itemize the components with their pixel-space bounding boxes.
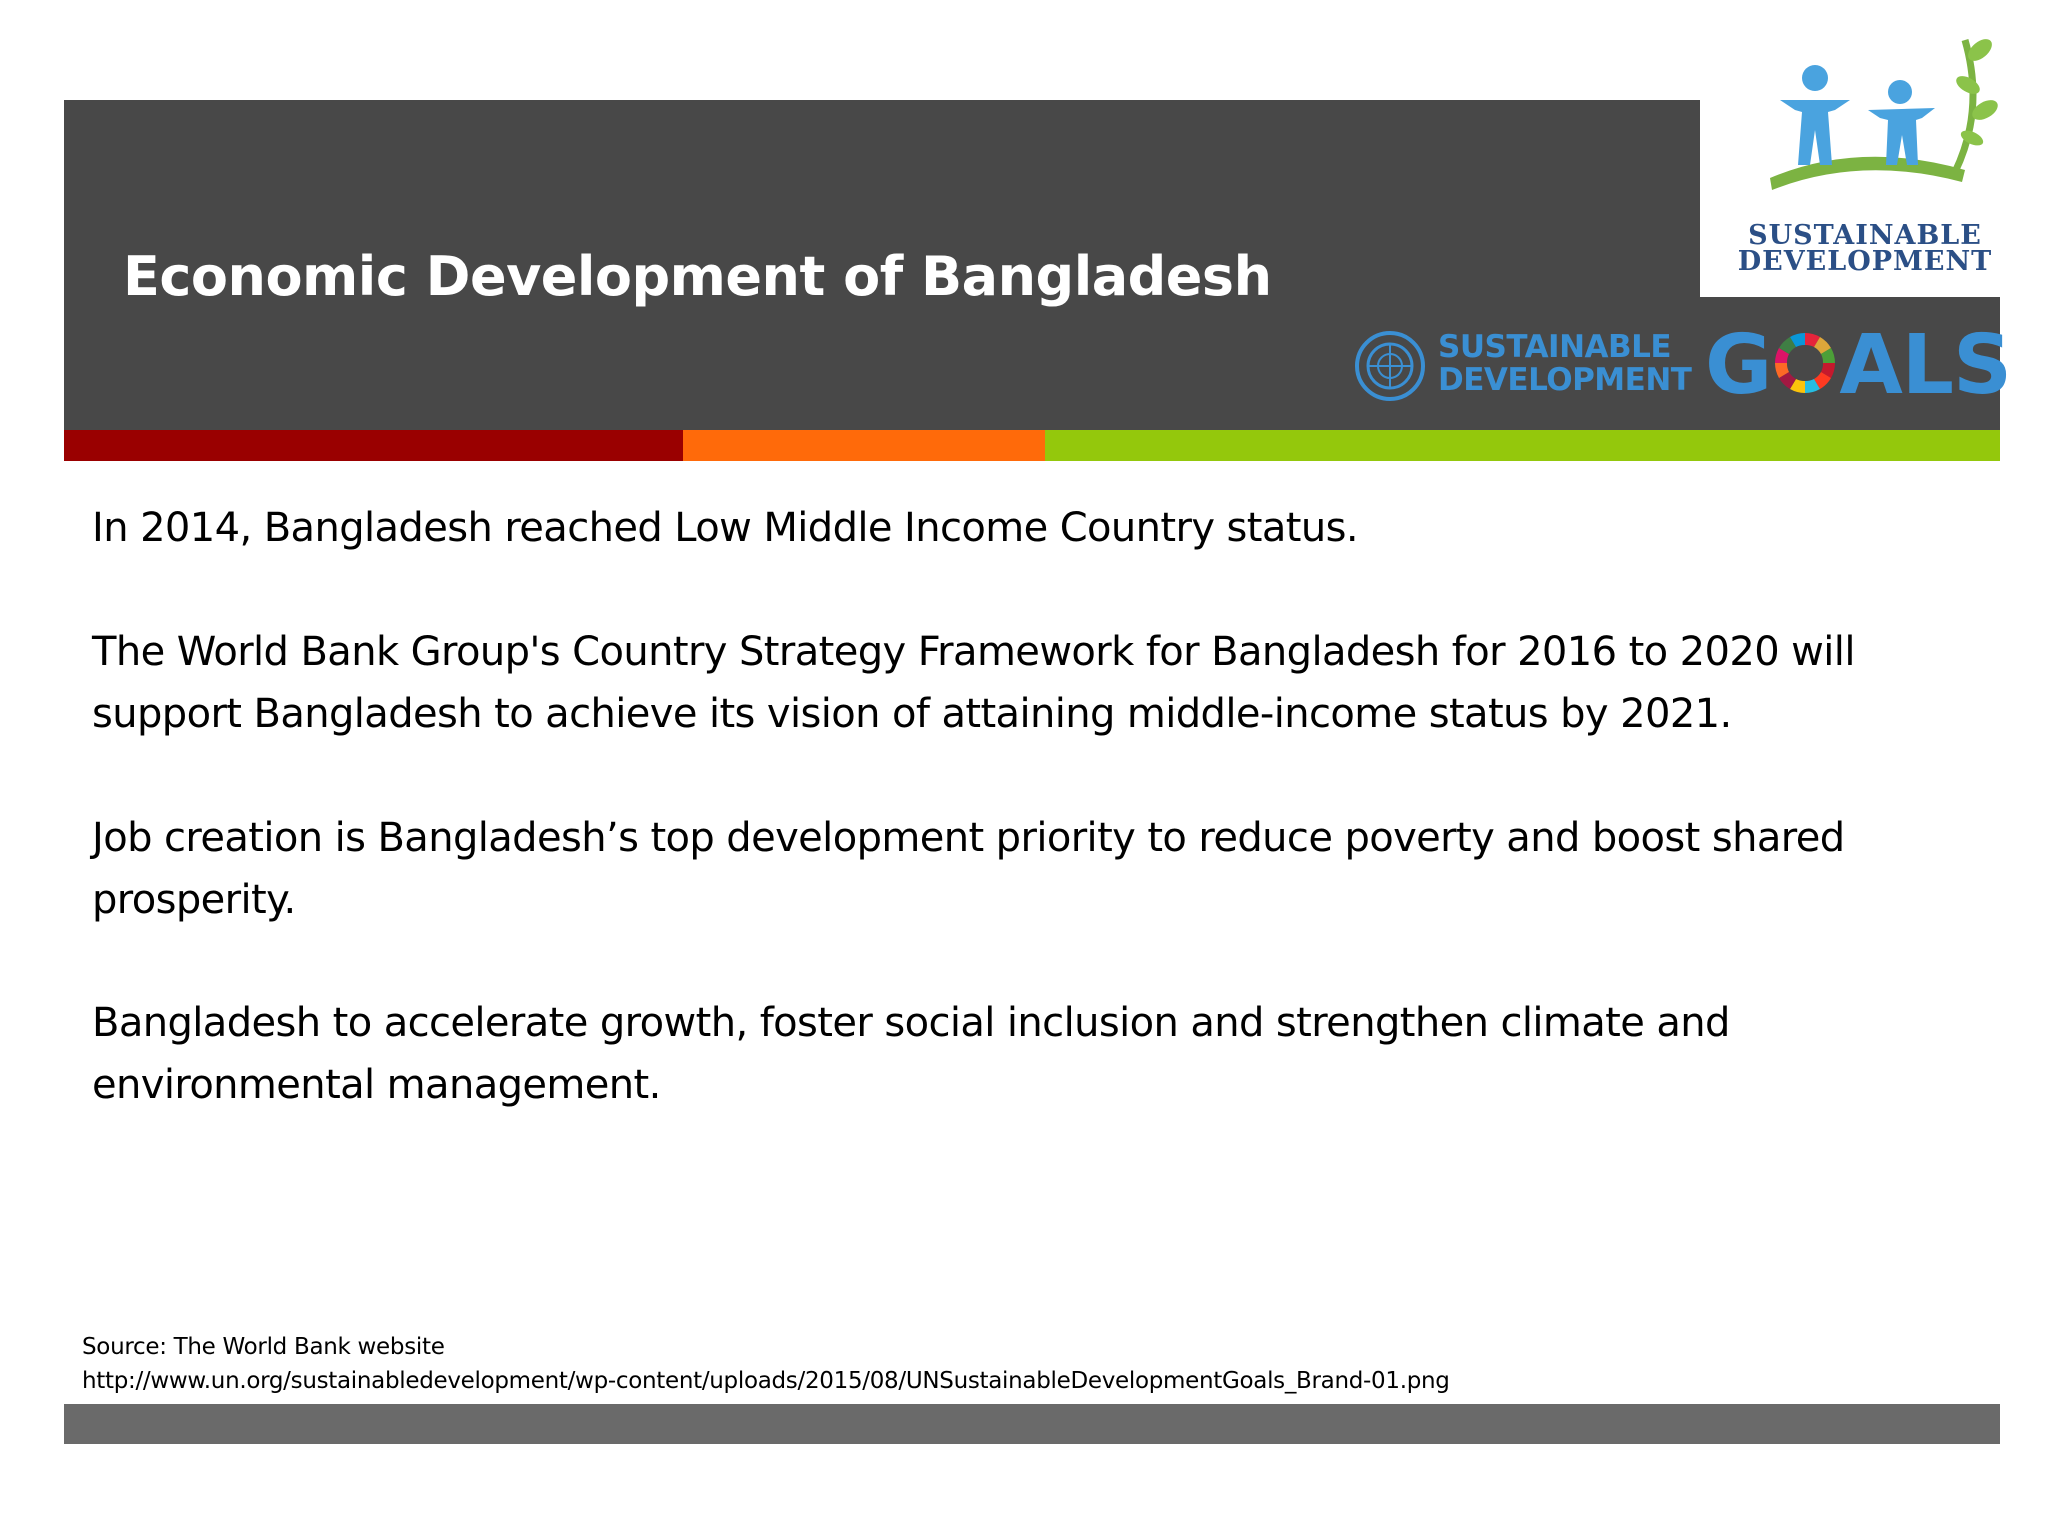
logo-text-line1: SUSTAINABLE bbox=[1748, 220, 1982, 251]
goals-letters-als: ALS bbox=[1839, 318, 2012, 413]
sdg-text-line1: SUSTAINABLE bbox=[1438, 329, 1672, 365]
source-url: http://www.un.org/sustainabledevelopment/wp-content/uploads/2015/08/UNSustainableDevelopmentGoals_Brand-01.png bbox=[82, 1368, 1450, 1394]
logo-text-line2: DEVELOPMENT bbox=[1737, 246, 1993, 277]
accent-stripe-orange bbox=[683, 430, 1045, 461]
sdg-banner bbox=[1350, 318, 2012, 413]
paragraph-1: In 2014, Bangladesh reached Low Middle Income Country status. bbox=[92, 505, 1358, 551]
paragraph-3: Job creation is Bangladesh’s top development priority to reduce poverty and boost shared prosperity. bbox=[92, 815, 1845, 923]
sdg-color-wheel-icon bbox=[1773, 331, 1837, 395]
source-label: Source: The World Bank website bbox=[82, 1334, 445, 1360]
slide-title: Economic Development of Bangladesh bbox=[123, 245, 1272, 308]
paragraph-2: The World Bank Group's Country Strategy Framework for Bangladesh for 2016 to 2020 will support Bangladesh to achieve its vision of attaining middle-income status by 2021. bbox=[92, 629, 1855, 737]
footer-band bbox=[64, 1404, 2000, 1444]
sdg-text-line2: DEVELOPMENT bbox=[1438, 362, 1692, 398]
sdg-goals-wordmark bbox=[1705, 318, 2012, 413]
accent-stripe-red bbox=[64, 430, 683, 461]
goals-letter-g: G bbox=[1705, 318, 1772, 413]
un-emblem-icon bbox=[1350, 328, 1430, 404]
people-plant-icon bbox=[1700, 0, 2030, 230]
paragraph-4: Bangladesh to accelerate growth, foster social inclusion and strengthen climate and environmental management. bbox=[92, 1000, 1730, 1108]
sustainable-development-logo bbox=[1700, 0, 2030, 297]
accent-stripe-green bbox=[1045, 430, 2000, 461]
